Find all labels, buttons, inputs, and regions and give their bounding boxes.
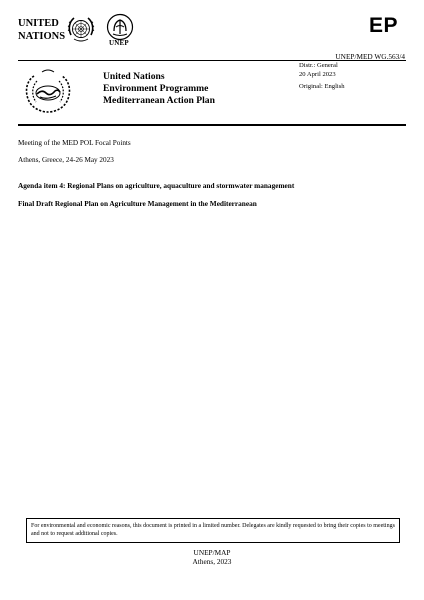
series-code: EP <box>368 14 398 37</box>
distribution-info <box>299 62 345 92</box>
un-wordmark-line1: UNITED <box>18 18 59 29</box>
print-notice-box: For environmental and economic reasons, this document is printed in a limited number. Delegates are kindly requested to bring their copies to meetings and not to request additional copies. <box>26 518 400 543</box>
document-symbol: UNEP/MED WG.563/4 <box>335 52 405 61</box>
agenda-item: Agenda item 4: Regional Plans on agriculture, aquaculture and stormwater management <box>18 181 295 190</box>
original-language: Original: English <box>299 83 345 91</box>
publisher-name: UNEP/MAP <box>193 548 231 557</box>
publisher-city-year: Athens, 2023 <box>192 557 232 567</box>
un-wordmark <box>18 17 65 43</box>
header-thick-divider <box>18 124 406 126</box>
meeting-name: Meeting of the MED POL Focal Points <box>18 139 131 147</box>
un-wordmark-line2: NATIONS <box>18 31 66 42</box>
unep-logo-icon <box>106 13 134 41</box>
document-title: Final Draft Regional Plan on Agriculture Management in the Mediterranean <box>18 199 257 208</box>
publisher-block <box>0 548 424 567</box>
distribution-status: Distr.: General <box>299 62 338 69</box>
mediterranean-action-plan-logo-icon <box>22 67 74 113</box>
document-date: 20 April 2023 <box>299 70 336 78</box>
organization-line2: Environment Programme <box>103 83 209 94</box>
organization-line1: United Nations <box>103 71 165 82</box>
organization-line3: Mediterranean Action Plan <box>103 95 215 106</box>
meeting-place-date: Athens, Greece, 24-26 May 2023 <box>18 156 114 164</box>
un-emblem-icon <box>66 14 96 44</box>
header-divider <box>18 60 406 61</box>
organization-name <box>103 71 215 107</box>
unep-label: UNEP <box>109 39 129 47</box>
